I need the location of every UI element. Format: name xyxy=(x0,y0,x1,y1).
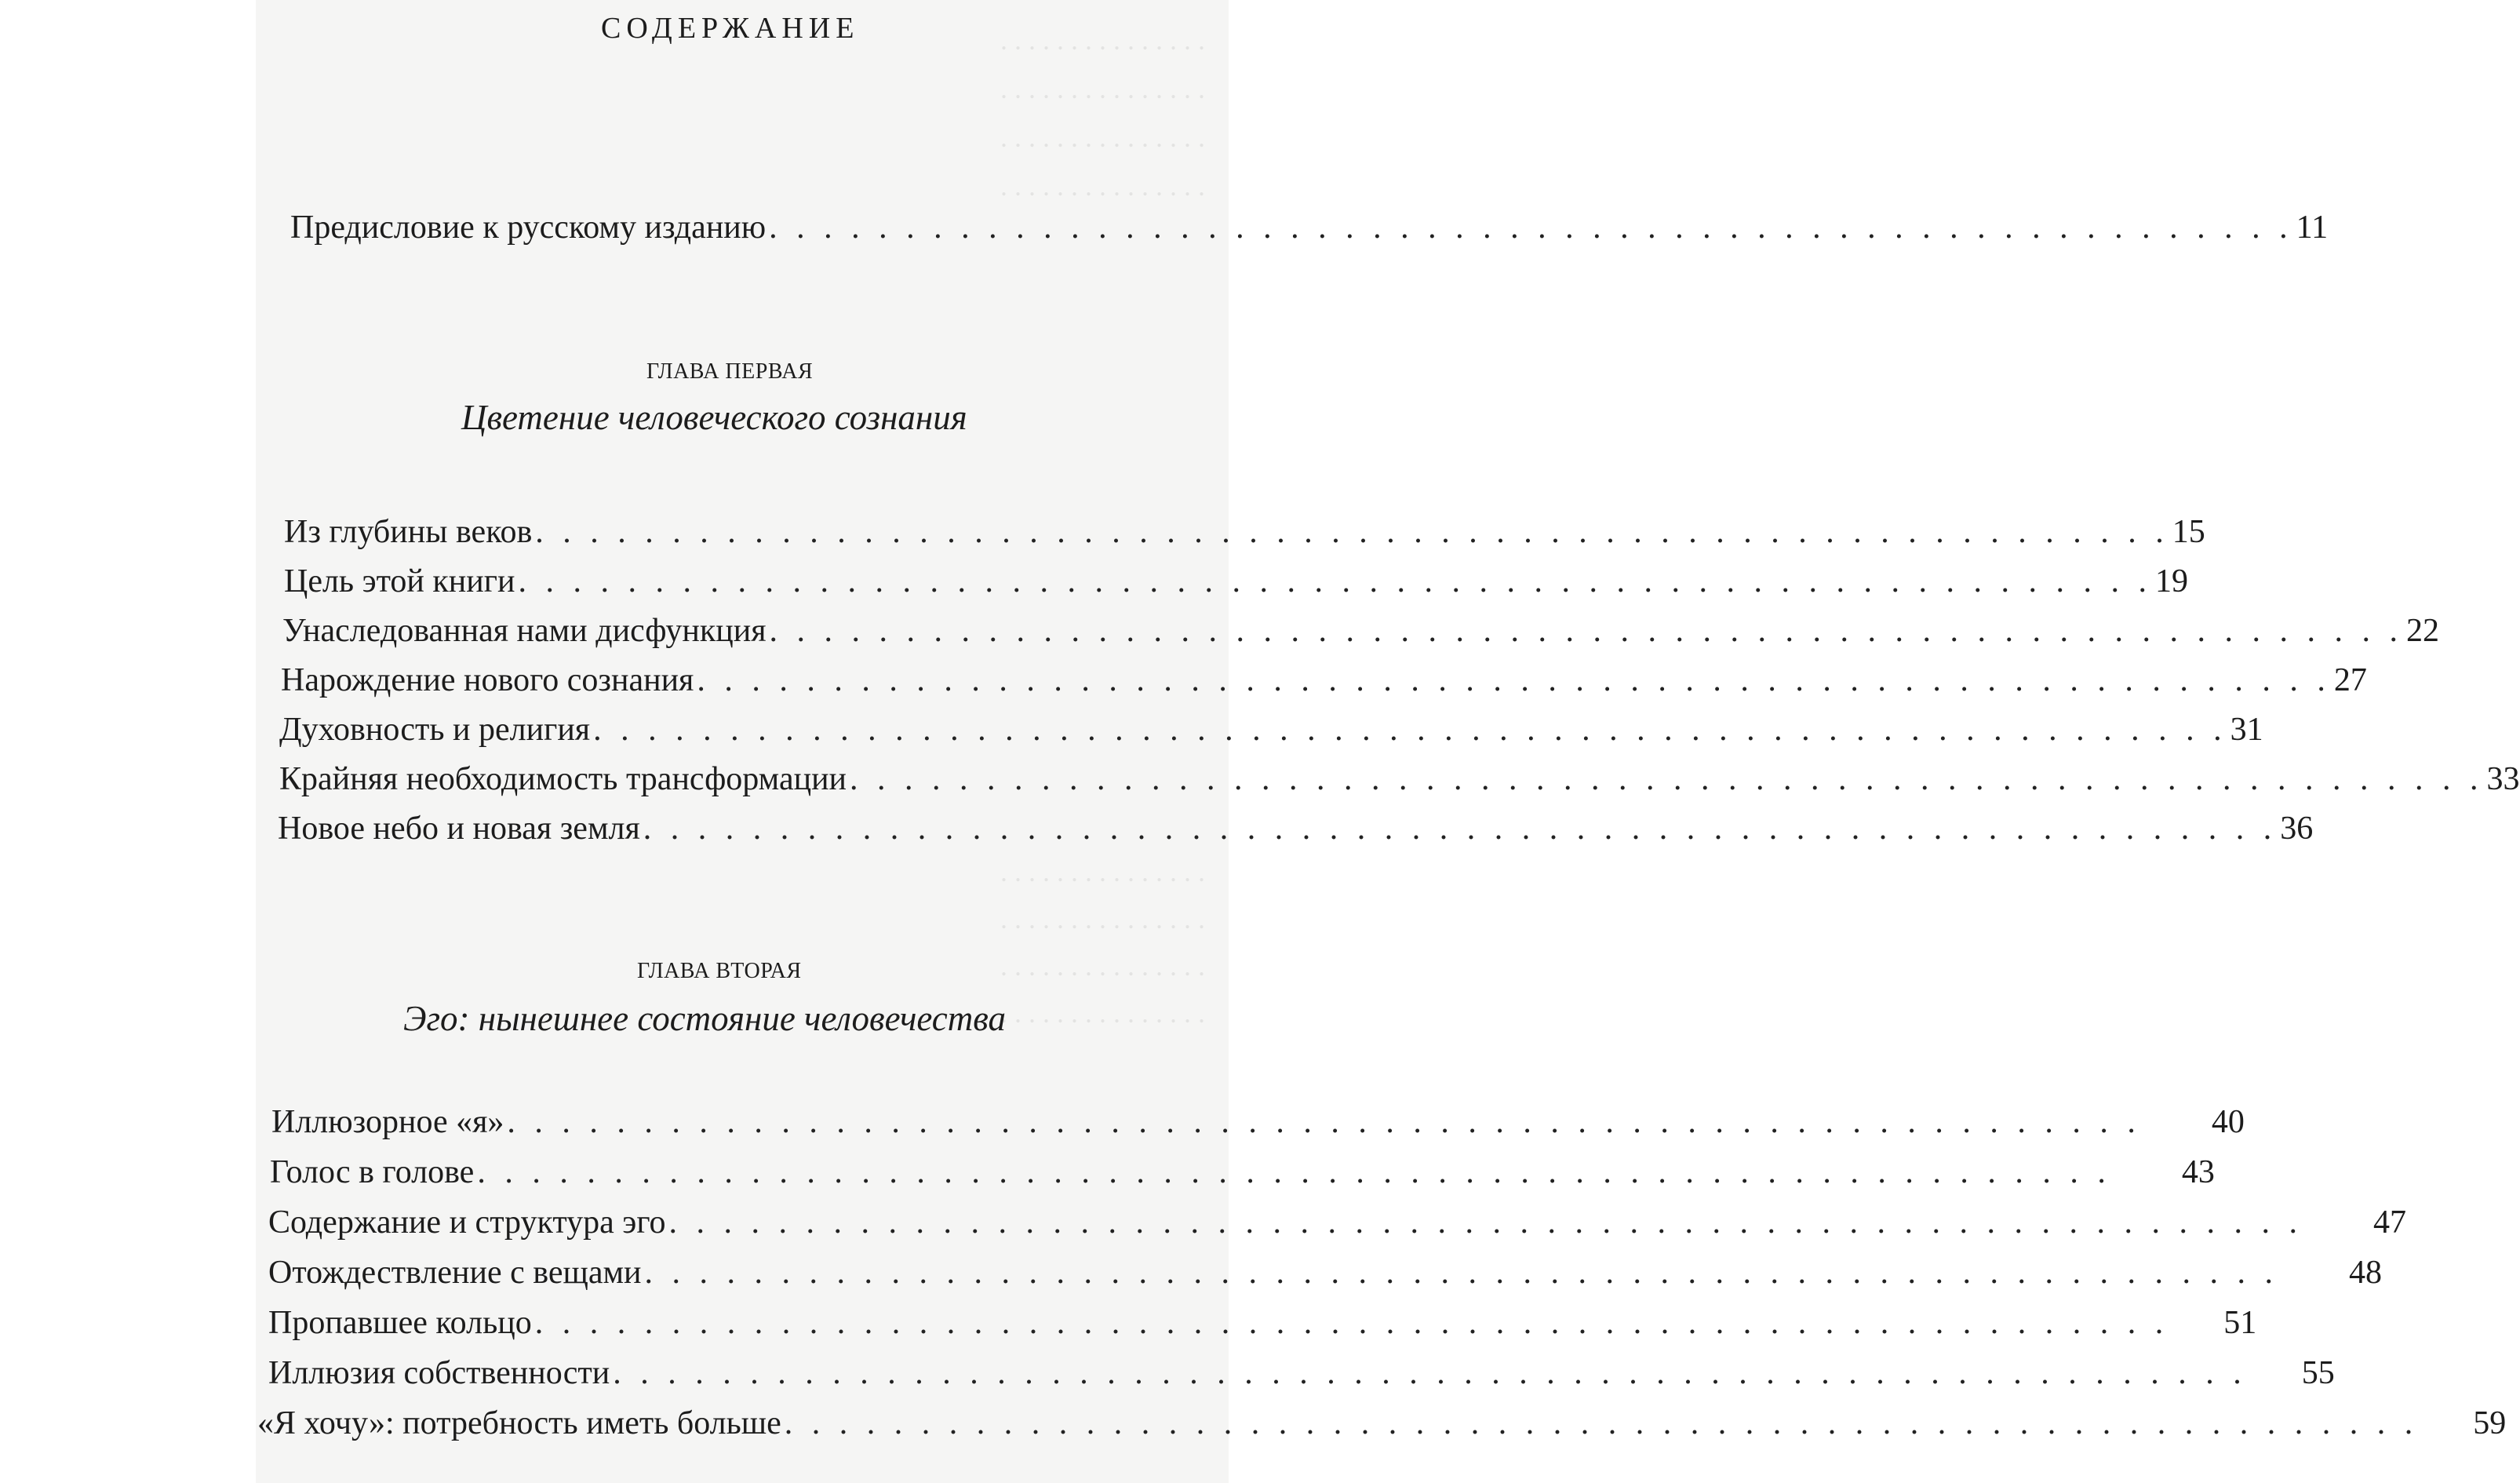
toc-entry[interactable] xyxy=(278,807,2314,851)
toc-entry-page: 47 xyxy=(2373,1204,2407,1241)
show-through-text: . . . . . . . . . . . . . . . xyxy=(1000,73,1205,104)
dot-leader: . . . . . . . . . . . . . . . . . . . . . . . . . . . . . . . . . . . . . . . . . . . . . . . . . . . . . . . . . . . . xyxy=(668,1204,2303,1241)
toc-entry[interactable] xyxy=(270,1150,2215,1194)
toc-entry-label: Духовность и религия xyxy=(279,712,591,748)
dot-leader: . . . . . . . . . . . . . . . . . . . . . . . . . . . . . . . . . . . . . . . . . . . . . . . . . . . . . . . . . . . . xyxy=(769,613,2404,649)
dot-leader: . . . . . . . . . . . . . . . . . . . . . . . . . . . . . . . . . . . . . . . . . . . . . . . . . . . . . . . . . . . . xyxy=(697,662,2331,698)
show-through-text: . . . . . . . . . . . . . . . xyxy=(1000,170,1205,202)
toc-entry-label: Новое небо и новая земля xyxy=(278,811,640,847)
toc-entry[interactable] xyxy=(268,1201,2407,1244)
toc-entry-label: Цель этой книги xyxy=(284,563,515,599)
toc-entry-label: Нарождение нового сознания xyxy=(281,662,694,698)
chapter-title: Эго: нынешнее состояние человечества xyxy=(403,999,1006,1038)
toc-entry-page: 43 xyxy=(2181,1154,2215,1190)
dot-leader: . . . . . . . . . . . . . . . . . . . . . . . . . . . . . . . . . . . . . . . . . . . . . . . . . . . . . . . . . . . . xyxy=(477,1154,2111,1190)
show-through-text: . . . . . . . . . . . . . . . xyxy=(1000,24,1205,56)
dot-leader: . . . . . . . . . . . . . . . . . . . . . . . . . . . . . . . . . . . . . . . . . . . . . . . . . . . . . . . . . . . . xyxy=(613,1355,2247,1391)
toc-entry-page: 59 xyxy=(2473,1405,2507,1441)
toc-entry-page: 19 xyxy=(2154,563,2188,599)
toc-entry-label: Крайняя необходимость трансформации xyxy=(279,761,847,797)
dot-leader: . . . . . . . . . . . . . . . . . . . . . . . . . . . . . . . . . . . . . . . . . . . . . . . . . . . . . . . . . . . . xyxy=(534,1305,2169,1341)
toc-entry[interactable] xyxy=(282,609,2440,653)
toc-entry[interactable] xyxy=(268,1301,2257,1345)
dot-leader: . . . . . . . . . . . . . . . . . . . . . . . . . . . . . . . . . . . . . . . . . . . . . . . . . . . . . . . . . . . . xyxy=(643,811,2278,847)
toc-entry-page: 55 xyxy=(2301,1355,2335,1391)
toc-entry-label: «Я хочу»: потребность иметь больше xyxy=(257,1405,781,1441)
dot-leader: . . . . . . . . . . . . . . . . . . . . . . . . . . . . . . . . . . . . . . . . . . . . . . . . . . . . . . . . . . . . xyxy=(784,1405,2419,1441)
chapter-label: ГЛАВА ПЕРВАЯ xyxy=(646,359,814,384)
toc-entry[interactable] xyxy=(279,708,2263,752)
dot-leader: . . . . . . . . . . . . . . . . . . . . . . . . . . . . . . . . . . . . . . . . . . . . . . . . . . . . . . . . . . . . xyxy=(593,712,2227,748)
toc-entry-label: Голос в голове xyxy=(270,1154,475,1190)
toc-entry-label: Иллюзорное «я» xyxy=(271,1104,504,1140)
toc-entry-page: 31 xyxy=(2230,712,2263,748)
toc-entry[interactable] xyxy=(268,1351,2335,1395)
toc-entry[interactable] xyxy=(268,1251,2383,1295)
dot-leader: . . . . . . . . . . . . . . . . . . . . . . . . . . . . . . . . . . . . . . . . . . . . . . . . . . . . . . . . . . . . xyxy=(507,1104,2141,1140)
dot-leader: . . . . . . . . . . . . . . . . . . . . . . . . . . . . . . . . . . . . . . . . . . . . . . . . . . . . . . . . . . . . xyxy=(644,1255,2279,1291)
toc-entry-label: Иллюзия собственности xyxy=(268,1355,610,1391)
show-through-text: . . . . . . . . . . . . . . . xyxy=(1000,122,1205,153)
toc-entry-preface[interactable] xyxy=(290,206,2329,250)
show-through-text: . . . . . . . . . . . . . . . xyxy=(1000,950,1205,982)
chapter-label: ГЛАВА ВТОРАЯ xyxy=(637,959,802,983)
toc-entry-page: 48 xyxy=(2349,1255,2383,1291)
toc-entry[interactable] xyxy=(279,757,2520,801)
toc-entry[interactable] xyxy=(284,559,2188,603)
chapter-title: Цветение человеческого сознания xyxy=(461,398,967,437)
page-title: СОДЕРЖАНИЕ xyxy=(601,12,860,45)
toc-entry-label: Содержание и структура эго xyxy=(268,1204,666,1241)
toc-entry-page: 11 xyxy=(2296,210,2329,246)
toc-entry-page: 51 xyxy=(2223,1305,2257,1341)
show-through-text: . . . . . . . . . . . . . . . xyxy=(1000,903,1205,935)
show-through-text: . . . . . . . . . . . . . . . xyxy=(1000,997,1205,1029)
toc-entry[interactable] xyxy=(257,1401,2507,1445)
toc-entry-label: Из глубины веков xyxy=(284,514,533,550)
toc-entry-page: 40 xyxy=(2211,1104,2245,1140)
toc-entry-label: Унаследованная нами дисфункция xyxy=(282,613,767,649)
toc-entry-page: 22 xyxy=(2406,613,2440,649)
book-page xyxy=(256,0,2520,1483)
dot-leader: . . . . . . . . . . . . . . . . . . . . . . . . . . . . . . . . . . . . . . . . . . . . . . . . . . . . . . . . . . . . xyxy=(518,563,2152,599)
toc-entry-label: Отождествление с вещами xyxy=(268,1255,642,1291)
dot-leader: . . . . . . . . . . . . . . . . . . . . . . . . . . . . . . . . . . . . . . . . . . . . . . . . . . . . . . . . xyxy=(769,210,2293,246)
toc-entry-page: 36 xyxy=(2280,811,2314,847)
show-through-text: . . . . . . . . . . . . . . . xyxy=(1000,856,1205,887)
dot-leader: . . . . . . . . . . . . . . . . . . . . . . . . . . . . . . . . . . . . . . . . . . . . . . . . . . . . . . . . . . . . xyxy=(850,761,2484,797)
dot-leader: . . . . . . . . . . . . . . . . . . . . . . . . . . . . . . . . . . . . . . . . . . . . . . . . . . . . . . . . . . . . xyxy=(535,514,2169,550)
toc-entry-page: 33 xyxy=(2486,761,2520,797)
toc-entry-page: 15 xyxy=(2172,514,2205,550)
toc-entry[interactable] xyxy=(284,510,2205,554)
toc-entry-label: Пропавшее кольцо xyxy=(268,1305,532,1341)
toc-entry[interactable] xyxy=(281,658,2367,702)
toc-entry-label: Предисловие к русскому изданию xyxy=(290,210,767,246)
toc-entry[interactable] xyxy=(271,1100,2245,1144)
toc-entry-page: 27 xyxy=(2333,662,2367,698)
